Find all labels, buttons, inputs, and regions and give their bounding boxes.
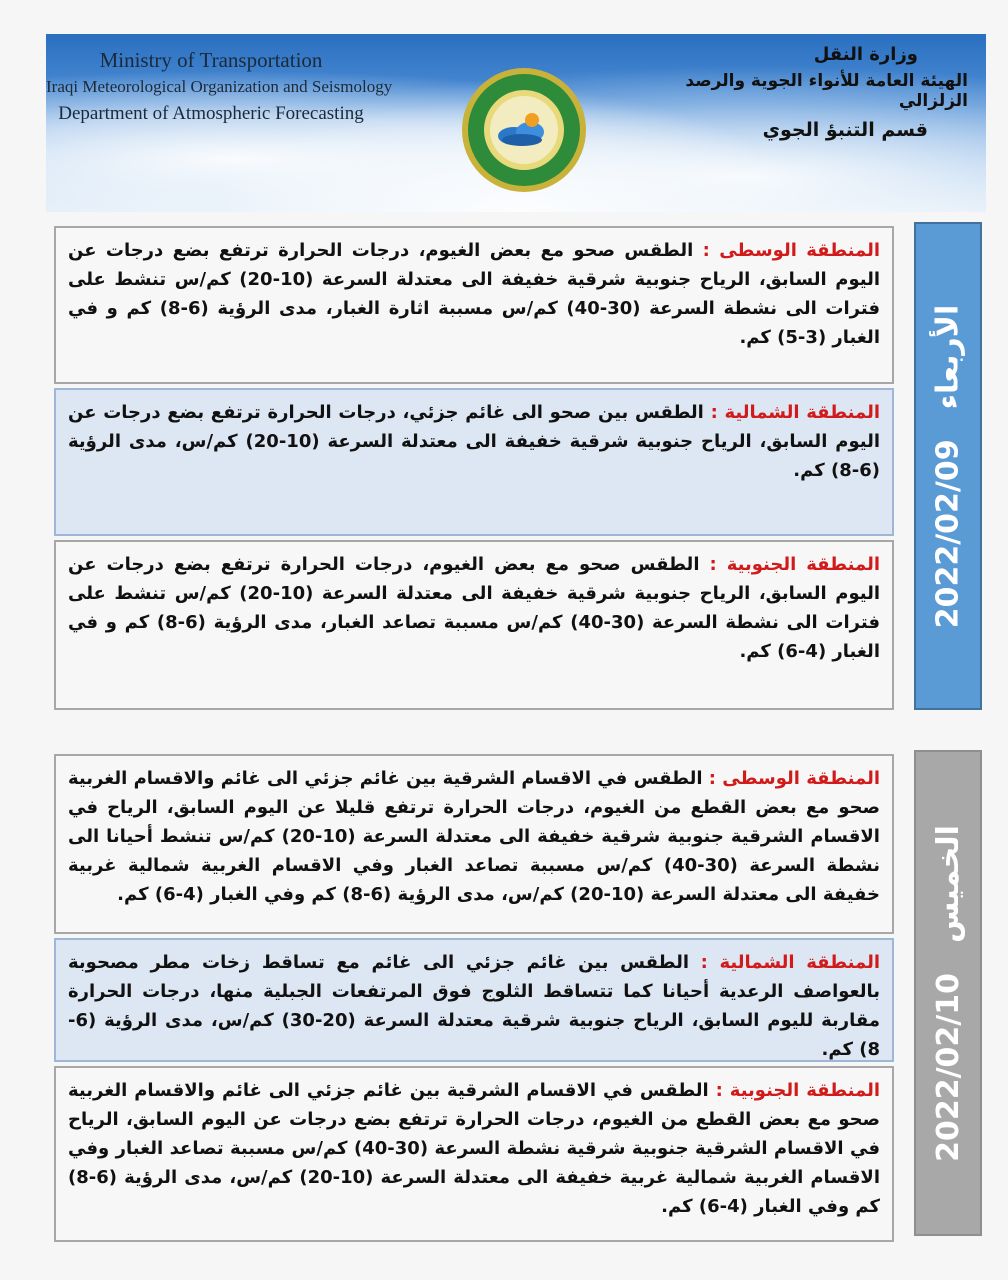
region-forecast: الطقس بين صحو الى غائم جزئي، درجات الحرارة ترتفع بضع درجات عن اليوم السابق، الرياح جنوبية شرقية خفيفة الى معتدلة السرعة (10-20) كم/س، مدى الرؤية (6-8) كم. [68, 402, 880, 481]
region-title: المنطقة الوسطى : [708, 768, 880, 789]
region-title: المنطقة الجنوبية : [709, 554, 880, 575]
day2-sidebar [914, 750, 982, 1236]
day1-date: 2022/02/09 [930, 438, 966, 628]
arabic-organization: الهيئة العامة للأنواء الجوية والرصد الزلزالي [685, 71, 968, 111]
day2-south-region [54, 1066, 894, 1242]
day2-north-region [54, 938, 894, 1062]
region-forecast: الطقس صحو مع بعض الغيوم، درجات الحرارة ترتفع بضع درجات عن اليوم السابق، الرياح جنوبية شرقية خفيفة الى معتدلة السرعة (10-20) كم/س تنشط على فترات الى نشطة السرعة (30-40) كم/س مسببة تصاعد الغبار، مدى الرؤية (6-8) كم و في الغبار (4-6) كم. [68, 554, 881, 662]
english-organization: Iraqi Meteorological Organization and Seismology [46, 77, 393, 96]
region-forecast: الطقس بين غائم جزئي الى غائم مع تساقط زخات مطر مصحوبة بالعواصف الرعدية أحيانا كما تتساقط الثلوج فوق المرتفعات الجبلية منها، درجات الحرارة مقاربة لليوم السابق، الرياح جنوبية شرقية معتدلة السرعة (20-30) كم/س، مدى الرؤية (6-8) كم. [68, 952, 880, 1060]
header-banner [46, 34, 986, 212]
day2-name: الخميس [930, 824, 966, 943]
arabic-ministry: وزارة النقل [813, 44, 918, 65]
english-ministry: Ministry of Transportation [99, 48, 323, 72]
arabic-department: قسم التنبؤ الجوي [762, 119, 928, 141]
day1-sidebar [914, 222, 982, 710]
day1-north-region [54, 388, 894, 536]
region-title: المنطقة الوسطى : [702, 240, 880, 261]
region-title: المنطقة الجنوبية : [715, 1080, 880, 1101]
region-forecast: الطقس صحو مع بعض الغيوم، درجات الحرارة ترتفع بضع درجات عن اليوم السابق، الرياح جنوبية شرقية خفيفة الى معتدلة السرعة (10-20) كم/س تنشط على فترات الى نشطة السرعة (30-40) كم/س مسببة اثارة الغبار، مدى الرؤية (6-8) كم و في الغبار (3-5) كم. [68, 240, 881, 348]
english-department: Department of Atmospheric Forecasting [58, 103, 364, 124]
day1-name: الأربعاء [930, 304, 966, 409]
header-arabic [648, 44, 968, 141]
region-forecast: الطقس في الاقسام الشرقية بين غائم جزئي الى غائم والاقسام الغربية صحو مع بعض القطع من الغيوم، درجات الحرارة ترتفع بضع درجات عن اليوم السابق، الرياح في الاقسام الشرقية جنوبية شرقية نشطة السرعة (30-40) كم/س مسببة تصاعد الغبار وفي الاقسام الغربية شمالية غربية خفيفة الى معتدلة السرعة (10-20) كم/س، مدى الرؤية (6-8) كم وفي الغبار (4-6) كم. [68, 1080, 880, 1217]
day2-date: 2022/02/10 [930, 972, 966, 1162]
region-title: المنطقة الشمالية : [700, 952, 880, 973]
region-forecast: الطقس في الاقسام الشرقية بين غائم جزئي الى غائم والاقسام الغربية صحو مع بعض القطع من الغيوم، درجات الحرارة ترتفع قليلا عن اليوم السابق، الرياح في الاقسام الشرقية جنوبية شرقية خفيفة الى معتدلة السرعة (10-20) كم/س تنشط أحيانا الى نشطة السرعة (30-40) كم/س مسببة تصاعد الغبار وفي الاقسام الغربية شمالية غربية خفيفة الى معتدلة السرعة (10-20) كم/س، مدى الرؤية (6-8) كم وفي الغبار (4-6) كم. [68, 768, 880, 905]
organization-logo [460, 66, 588, 194]
day1-central-region [54, 226, 894, 384]
header-english [46, 48, 393, 125]
region-title: المنطقة الشمالية : [710, 402, 880, 423]
day2-central-region [54, 754, 894, 934]
day1-south-region [54, 540, 894, 710]
